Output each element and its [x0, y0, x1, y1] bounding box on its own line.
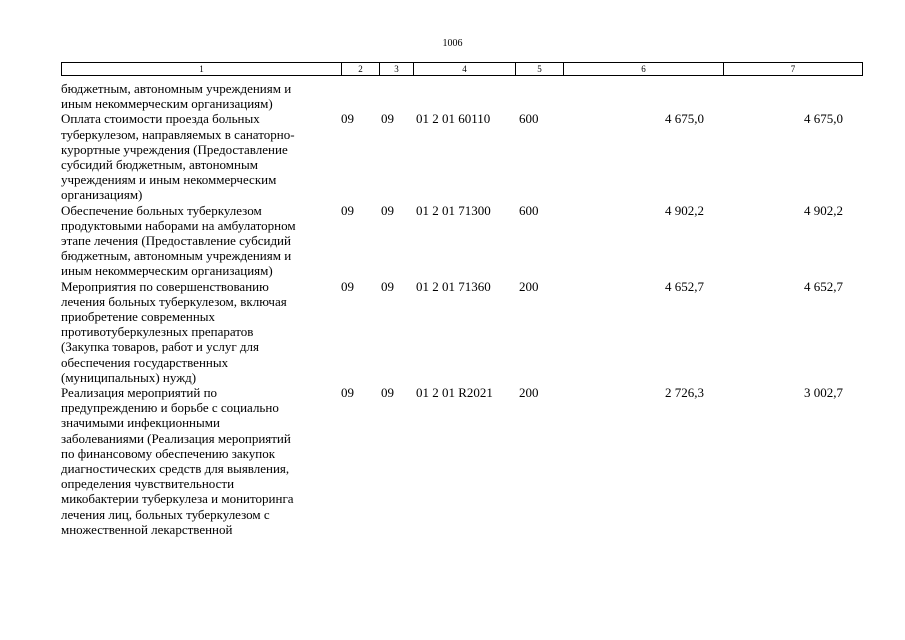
row-subsection: 09 [381, 385, 394, 401]
row-expense-type: 200 [519, 278, 539, 294]
table-row [61, 279, 861, 385]
row-description: Мероприятия по совершенствованию лечения больных туберкулезом, включая приобретение современных противотуберкулезных препаратов (Закупка товаров, работ и услуг для обеспечения государственных (муниципальных) нужд) [61, 278, 287, 385]
row-subsection: 09 [381, 278, 394, 294]
header-col-4: 4 [414, 63, 516, 75]
row-subsection: 09 [381, 111, 394, 127]
row-value-col7: 3 002,7 [804, 385, 843, 401]
table-header [61, 62, 863, 76]
row-section: 09 [341, 385, 354, 401]
row-value-col6: 4 675,0 [665, 111, 704, 127]
header-col-1: 1 [62, 63, 342, 75]
row-description: Реализация мероприятий по предупреждению и борьбе с социально значимыми инфекционными заболеваниями (Реализация мероприятий по финансовому обеспечению закупок диагностических средств для выявления, определения чувствительности микобактерии туберкулеза и мониторинга лечения лиц, больных туберкулезом с множественной лекарственной [61, 385, 294, 537]
header-col-5: 5 [516, 63, 564, 75]
row-code: 01 2 01 71360 [416, 278, 491, 294]
table-row-continued [61, 81, 861, 111]
page-number: 1006 [442, 38, 463, 49]
row-description: Оплата стоимости проезда больных туберкулезом, направляемых в санаторно- курортные учреждения (Предоставление субсидий бюджетным, автономным учреждениям и иным некоммерческим организациям) [61, 111, 295, 203]
row-section: 09 [341, 111, 354, 127]
header-col-3: 3 [380, 63, 414, 75]
row-value-col7: 4 675,0 [804, 111, 843, 127]
row-value-col6: 4 902,2 [665, 202, 704, 218]
row-description: Обеспечение больных туберкулезом продуктовыми наборами на амбулаторном этапе лечения (Предоставление субсидий бюджетным, автономным учреждениям и иным некоммерческим организациям) [61, 202, 296, 279]
row-value-col7: 4 652,7 [804, 278, 843, 294]
row-value-col7: 4 902,2 [804, 202, 843, 218]
table-row [61, 385, 861, 537]
row-expense-type: 200 [519, 385, 539, 401]
row-code: 01 2 01 R2021 [416, 385, 493, 401]
row-section: 09 [341, 278, 354, 294]
table-row [61, 111, 861, 202]
continued-description: бюджетным, автономным учреждениям и иным некоммерческим организациям) [61, 81, 292, 112]
row-expense-type: 600 [519, 111, 539, 127]
row-value-col6: 2 726,3 [665, 385, 704, 401]
header-col-7: 7 [790, 64, 796, 74]
table-body [61, 81, 861, 537]
header-col-2: 2 [342, 63, 380, 75]
row-code: 01 2 01 60110 [416, 111, 491, 127]
row-subsection: 09 [381, 202, 394, 218]
row-value-col6: 4 652,7 [665, 278, 704, 294]
row-code: 01 2 01 71300 [416, 202, 491, 218]
row-expense-type: 600 [519, 202, 539, 218]
header-col-6: 6 [564, 63, 724, 75]
table-row [61, 203, 861, 279]
row-section: 09 [341, 202, 354, 218]
